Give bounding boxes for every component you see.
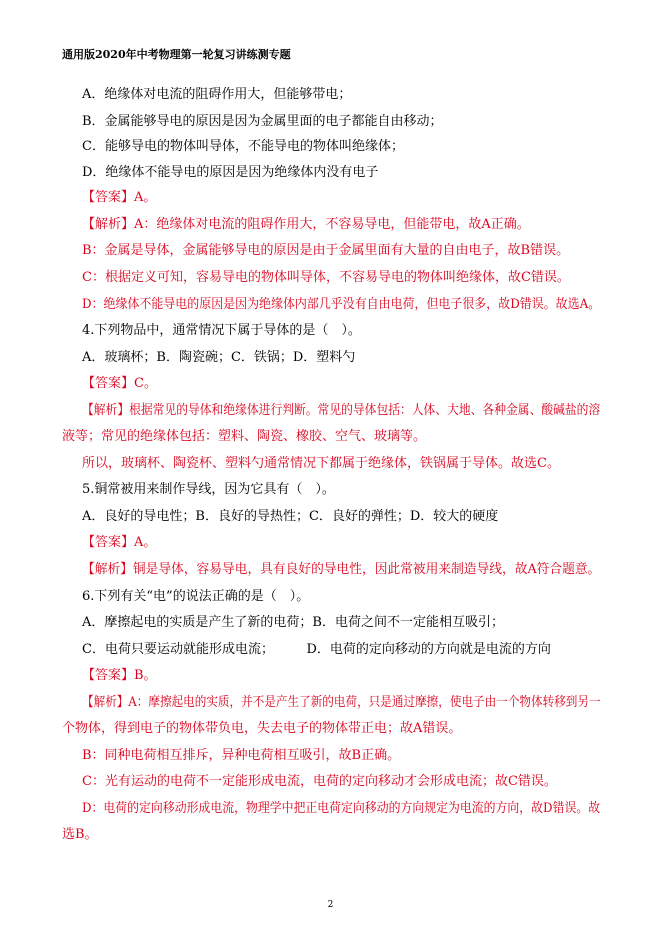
- analysis-line: D：电荷的定向移动形成电流，物理学中把正电荷定向移动的方向规定为电流的方向，故D错误。故: [82, 801, 601, 816]
- analysis-line: 【解析】根据常见的导体和绝缘体进行判断。常见的导体包括：人体、大地、各种金属、酸碱盐的溶: [82, 403, 601, 418]
- answer-line: 【答案】A。: [82, 535, 157, 550]
- option-line: A．摩擦起电的实质是产生了新的电荷；B．电荷之间不一定能相互吸引；: [82, 615, 504, 630]
- analysis-line: 【解析】铜是导体，容易导电，具有良好的导电性，因此常被用来制造导线，故A符合题意。: [82, 562, 601, 577]
- analysis-line: 【解析】A：摩擦起电的实质，并不是产生了新的电荷，只是通过摩擦，使电子由一个物体转移到另一: [82, 695, 601, 710]
- page-number: 2: [327, 900, 334, 910]
- option-line: D．绝缘体不能导电的原因是因为绝缘体内没有电子: [82, 165, 379, 180]
- analysis-line: 【解析】A：绝缘体对电流的阻碍作用大，不容易导电，但能带电，故A正确。: [82, 217, 530, 232]
- answer-line: 【答案】B。: [82, 668, 157, 683]
- option-line: C．能够导电的物体叫导体，不能导电的物体叫绝缘体；: [82, 139, 404, 154]
- option-line: A．玻璃杯；B．陶瓷碗；C．铁锅；D．塑料勺: [82, 350, 356, 365]
- analysis-line: 液等；常见的绝缘体包括：塑料、陶瓷、橡胶、空气、玻璃等。: [62, 429, 427, 444]
- analysis-line: D：绝缘体不能导电的原因是因为绝缘体内部几乎没有自由电荷，但电子很多，故D错误。故选A。: [82, 297, 601, 312]
- option-line: A．良好的导电性；B．良好的导热性；C．良好的弹性；D．较大的硬度: [82, 509, 499, 524]
- running-header: 通用版2020年中考物理第一轮复习讲练测专题: [62, 48, 291, 61]
- answer-line: 【答案】C。: [82, 376, 157, 391]
- question-line: 5.铜常被用来制作导线，因为它具有（ ）。: [82, 482, 335, 497]
- question-line: 4.下列物品中，通常情况下属于导体的是（ ）。: [82, 323, 361, 338]
- analysis-line: 选B。: [62, 827, 98, 842]
- question-line: 6.下列有关“电”的说法正确的是（ ）。: [82, 589, 310, 604]
- answer-line: 【答案】A。: [82, 190, 157, 205]
- analysis-line: B：同种电荷相互排斥，异种电荷相互吸引，故B正确。: [82, 748, 401, 763]
- analysis-line: 个物体，得到电子的物体带负电，失去电子的物体带正电；故A错误。: [62, 721, 462, 736]
- analysis-line: B：金属是导体，金属能够导电的原因是由于金属里面有大量的自由电子，故B错误。: [82, 243, 570, 258]
- analysis-line: C：光有运动的电荷不一定能形成电流，电荷的定向移动才会形成电流；故C错误。: [82, 774, 557, 789]
- analysis-line: 所以，玻璃杯、陶瓷杯、塑料勺通常情况下都属于绝缘体，铁锅属于导体。故选C。: [82, 456, 560, 471]
- option-line: B．金属能够导电的原因是因为金属里面的电子都能自由移动；: [82, 114, 443, 129]
- analysis-line: C：根据定义可知，容易导电的物体叫导体，不容易导电的物体叫绝缘体，故C错误。: [82, 270, 570, 285]
- option-line: A．绝缘体对电流的阻碍作用大，但能够带电；: [82, 87, 352, 102]
- option-line: C．电荷只要运动就能形成电流； D．电荷的定向移动的方向就是电流的方向: [82, 642, 551, 657]
